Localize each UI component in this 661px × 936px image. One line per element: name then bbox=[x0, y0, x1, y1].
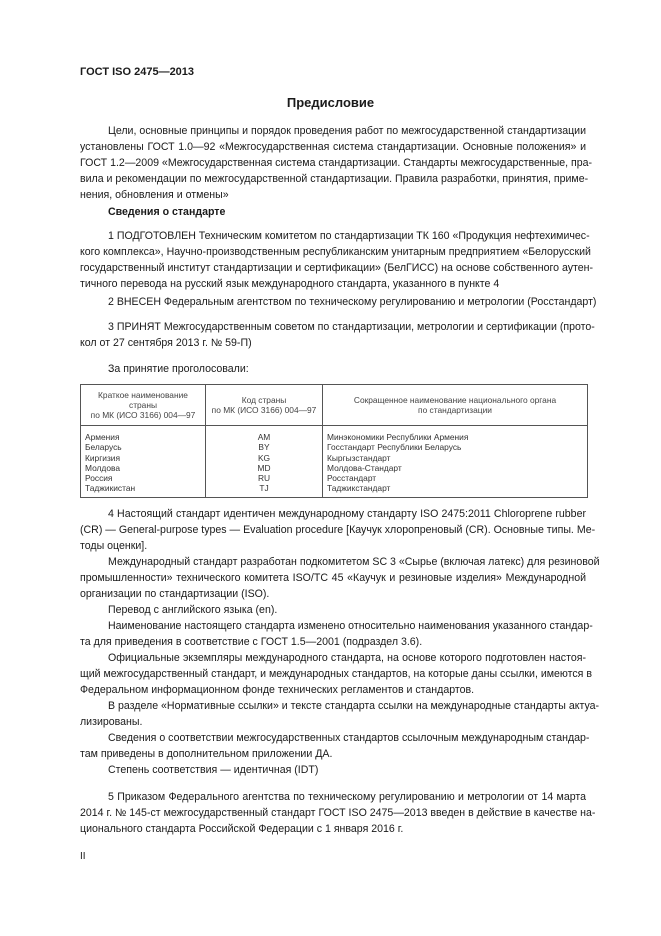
voting-countries-table bbox=[80, 384, 588, 498]
table-row bbox=[81, 463, 588, 473]
paragraph-line: Международный стандарт разработан подкомитетом SC 3 «Сырье (включая латекс) для резиновой bbox=[108, 556, 600, 568]
paragraph-line: государственный институт стандартизации и сертификации» (БелГИСС) на основе собственного аутен- bbox=[80, 262, 594, 274]
paragraph-line: 1 ПОДГОТОВЛЕН Техническим комитетом по стандартизации ТК 160 «Продукция нефтехимичес- bbox=[108, 230, 590, 242]
cell-organ: Госстандарт Республики Беларусь bbox=[323, 442, 588, 452]
cell-code: AM bbox=[206, 426, 323, 443]
column-header-code bbox=[206, 385, 323, 426]
paragraph-line: (CR) — General-purpose types — Evaluation procedure [Каучук хлоропреновый (CR). Основные типы. Ме- bbox=[80, 524, 596, 536]
paragraph-line: Степень соответствия — идентичная (IDT) bbox=[108, 764, 319, 776]
cell-country: Таджикистан bbox=[81, 483, 206, 497]
paragraph-line: 2014 г. № 145-ст межгосударственный стандарт ГОСТ ISO 2475—2013 введен в действие в качестве на- bbox=[80, 807, 596, 819]
cell-country: Беларусь bbox=[81, 442, 206, 452]
paragraph-line: ционального стандарта Российской Федерации с 1 января 2016 г. bbox=[80, 823, 404, 835]
cell-code: KG bbox=[206, 453, 323, 463]
paragraph-line: Наименование настоящего стандарта изменено относительно наименования указанного стандар- bbox=[108, 620, 593, 632]
cell-code: TJ bbox=[206, 483, 323, 497]
header-line: по МК (ИСО 3166) 004—97 bbox=[211, 405, 317, 415]
paragraph-line: та для приведения в соответствие с ГОСТ 1.5—2001 (подраздел 3.6). bbox=[80, 636, 423, 648]
paragraph-line: тоды оценки]. bbox=[80, 540, 148, 552]
cell-organ: Молдова-Стандарт bbox=[323, 463, 588, 473]
header-line: Краткое наименование страны bbox=[98, 390, 188, 410]
header-line: Сокращенное наименование национального органа bbox=[353, 395, 557, 405]
header-line: по МК (ИСО 3166) 004—97 bbox=[90, 410, 196, 420]
paragraph-line: 2 ВНЕСЕН Федеральным агентством по техническому регулированию и метрологии (Росстандарт) bbox=[108, 296, 597, 308]
header-line: Код страны bbox=[241, 395, 287, 405]
table-row bbox=[81, 453, 588, 463]
paragraph-line: За принятие проголосовали: bbox=[108, 363, 249, 375]
paragraph-line: 5 Приказом Федерального агентства по техническому регулированию и метрологии от 14 марта bbox=[108, 791, 586, 803]
paragraph-line: ГОСТ 1.2—2009 «Межгосударственная система стандартизации. Стандарты межгосударственные, пра- bbox=[80, 157, 593, 169]
paragraph-line: кол от 27 сентября 2013 г. № 59-П) bbox=[80, 337, 252, 349]
table-header-row bbox=[81, 385, 588, 426]
paragraph-line: Цели, основные принципы и порядок проведения работ по межгосударственной стандартизации bbox=[108, 125, 586, 137]
section-heading: Сведения о стандарте bbox=[108, 206, 226, 218]
paragraph-line: установлены ГОСТ 1.0—92 «Межгосударственная система стандартизации. Основные положения» и bbox=[80, 141, 586, 153]
paragraph-line: нения, обновления и отмены» bbox=[80, 189, 229, 201]
paragraph-line: Федеральном информационном фонде технических регламентов и стандартов. bbox=[80, 684, 475, 696]
table-row bbox=[81, 442, 588, 452]
paragraph-line: В разделе «Нормативные ссылки» и тексте стандарта ссылки на международные стандарты актуа- bbox=[108, 700, 600, 712]
cell-country: Армения bbox=[81, 426, 206, 443]
table-row bbox=[81, 473, 588, 483]
cell-country: Киргизия bbox=[81, 453, 206, 463]
cell-code: MD bbox=[206, 463, 323, 473]
paragraph-line: там приведены в дополнительном приложении ДА. bbox=[80, 748, 333, 760]
cell-country: Россия bbox=[81, 473, 206, 483]
column-header-country bbox=[81, 385, 206, 426]
paragraph-line: щий межгосударственный стандарт, и международных стандартов, на которые даны ссылки, имеются в bbox=[80, 668, 592, 680]
paragraph-line: 4 Настоящий стандарт идентичен международному стандарту ISO 2475:2011 Chloroprene rubber bbox=[108, 508, 586, 520]
paragraph-line: Перевод с английского языка (en). bbox=[108, 604, 278, 616]
paragraph-line: лизированы. bbox=[80, 716, 143, 728]
table-row bbox=[81, 426, 588, 443]
cell-organ: Росстандарт bbox=[323, 473, 588, 483]
paragraph-line: кого комплекса», Научно-производственным республиканским унитарным предприятием «Белорусский bbox=[80, 246, 591, 258]
paragraph-line: Официальные экземпляры международного стандарта, на основе которого подготовлен настоя- bbox=[108, 652, 586, 664]
cell-organ: Таджикстандарт bbox=[323, 483, 588, 497]
cell-organ: Кыргызстандарт bbox=[323, 453, 588, 463]
header-line: по стандартизации bbox=[418, 405, 492, 415]
table-row bbox=[81, 483, 588, 497]
page-number: II bbox=[80, 851, 86, 862]
paragraph-line: Сведения о соответствии межгосударственных стандартов ссылочным международным стандар- bbox=[108, 732, 590, 744]
paragraph-line: вила и рекомендации по межгосударственной стандартизации. Правила разработки, принятия, приме- bbox=[80, 173, 589, 185]
paragraph-line: тичного перевода на русский язык международного стандарта, указанного в пункте 4 bbox=[80, 278, 500, 290]
paragraph-line: 3 ПРИНЯТ Межгосударственным советом по стандартизации, метрологии и сертификации (прото- bbox=[108, 321, 595, 333]
column-header-organ bbox=[323, 385, 588, 426]
cell-code: BY bbox=[206, 442, 323, 452]
document-header: ГОСТ ISO 2475—2013 bbox=[80, 66, 195, 78]
page-title: Предисловие bbox=[286, 95, 375, 110]
cell-organ: Минэкономики Республики Армения bbox=[323, 426, 588, 443]
cell-country: Молдова bbox=[81, 463, 206, 473]
cell-code: RU bbox=[206, 473, 323, 483]
paragraph-line: промышленности» технического комитета ISO/TC 45 «Каучук и резиновые изделия» Международной bbox=[80, 572, 586, 584]
paragraph-line: организации по стандартизации (ISO). bbox=[80, 588, 270, 600]
